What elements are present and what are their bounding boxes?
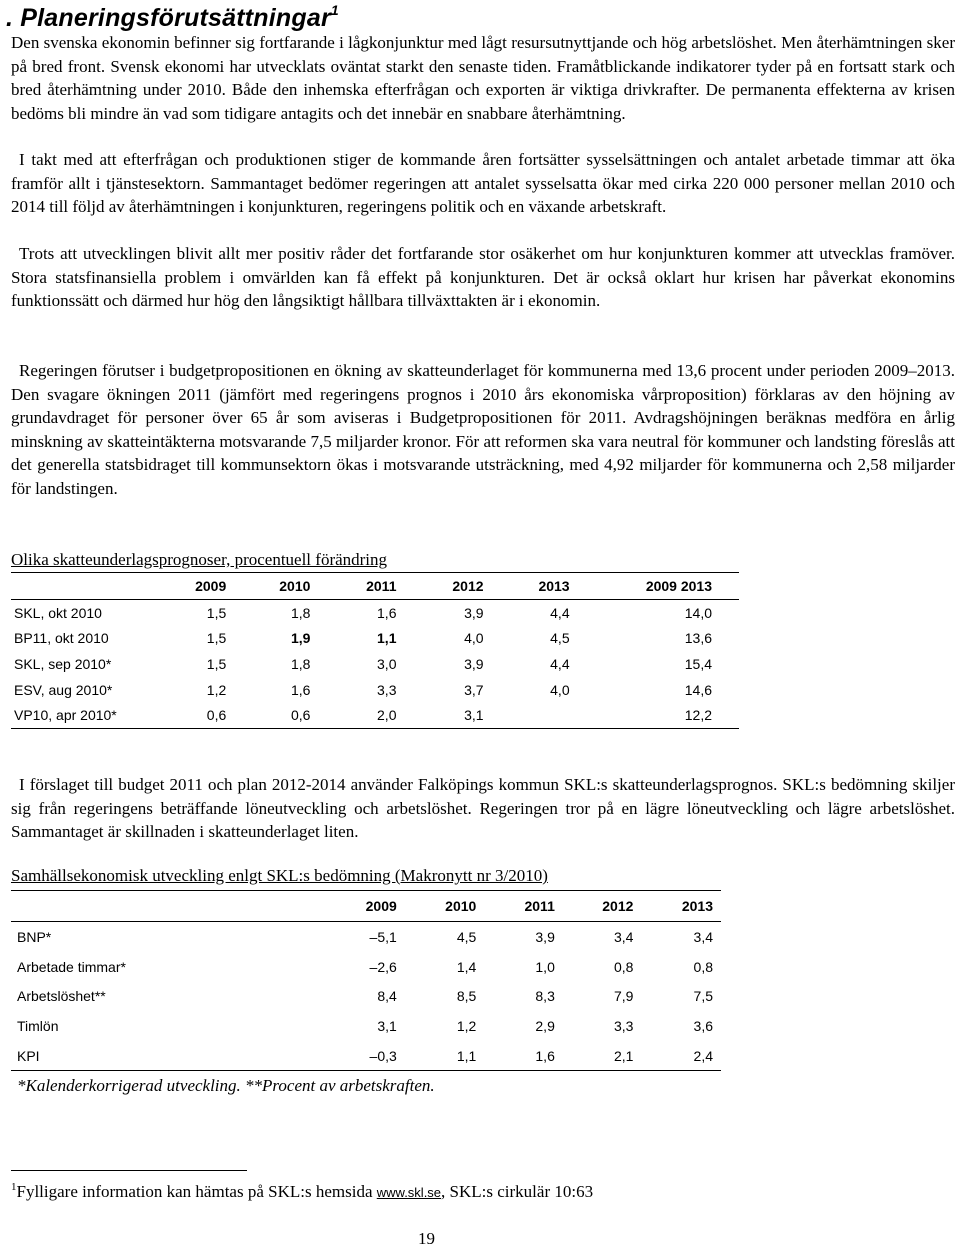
table1-row-label: SKL, okt 2010: [14, 604, 102, 621]
table1-cell: 0,6: [226, 702, 310, 728]
table1-cell: 4,5: [550, 630, 570, 647]
table1-cell: 3,1: [396, 702, 483, 728]
table2-row-label: Arbetslöshet**: [17, 988, 106, 1005]
section-heading: [6, 2, 339, 33]
table2-cell: 4,5: [456, 928, 477, 945]
table1-header-cell: 2009 2013: [570, 573, 739, 600]
paragraph-falkoping-text: I förslaget till budget 2011 och plan 2012-2014 använder Falköpings kommun SKL:s skatteunderlagsprognos. SKL:s bedömning skiljer sig från regeringens beträffande löneutveckling och arbetslöshet. Regeringen tror på en lägre löneutveckling och lägre arbetslöshet. Sammantaget är skillnaden i skatteunderlaget liten.: [11, 775, 955, 841]
table-row: [11, 1041, 721, 1071]
table1-cell: 3,3: [377, 681, 397, 698]
table2-row-label: Arbetade timmar*: [17, 958, 126, 975]
table2-cell: –2,6: [369, 958, 397, 975]
table1-cell: 2,0: [310, 702, 396, 728]
table1-cell: 4,4: [550, 655, 570, 672]
table-row: [11, 952, 721, 982]
table2-row-label: KPI: [11, 1041, 181, 1071]
table2-cell: 2,4: [633, 1041, 721, 1071]
table-row: [11, 1011, 721, 1041]
table-row: [11, 922, 721, 952]
table2-cell: 7,5: [693, 988, 713, 1005]
table2-cell: 1,1: [397, 1041, 477, 1071]
footnote: [11, 1181, 593, 1202]
table1-cell: 15,4: [684, 655, 712, 672]
table1-header-cell: 2013: [484, 573, 570, 600]
table2-cell: 8,4: [377, 988, 397, 1005]
page-number: 19: [418, 1229, 435, 1248]
table2-cell: 1,0: [535, 958, 555, 975]
paragraph-economy: Den svenska ekonomin befinner sig fortfarande i lågkonjunktur med lågt resursutnyttjande och hög arbetslöshet. Men återhämtningen sker på bred front. Svensk ekonomi har utvecklats oväntat starkt den senaste tiden. Framåtblickande indikatorer tyder på en fortsatt stark och bred återhämtning under 2010. Både den inhemska efterfrågan och exporten är viktiga drivkrafter. De permanenta effekterna av krisen bedöms bli mindre än vad som tidigare antagits och det innebär en snabbare återhämtning.: [11, 33, 955, 123]
table2-header-cell: 2010: [397, 891, 477, 922]
paragraph-employment-text: I takt med att efterfrågan och produktionen stiger de kommande åren fortsätter sysselsättningen och antalet arbetade timmar att öka framför allt i tjänstesektorn. Sammantaget bedömer regeringen att antalet sysselsatta ökar med cirka 220 000 personer mellan 2010 och 2014 till följd av återhämtningen i konjunkturen, regeringens politik och en växande arbetskraft.: [11, 150, 955, 216]
table-row: [11, 626, 739, 652]
table-row: [11, 677, 739, 703]
table1-cell: 1,5: [206, 630, 227, 647]
table1-cell: [484, 702, 570, 728]
table1-header-cell: 2011: [310, 573, 396, 600]
table1-cell: 4,0: [550, 681, 570, 698]
table1-cell: 0,6: [177, 702, 226, 728]
table2-cell: –0,3: [181, 1041, 396, 1071]
table-row: [11, 702, 739, 728]
table2-cell: 3,3: [613, 1017, 634, 1034]
table-row: [11, 981, 721, 1011]
table2-cell: 8,3: [535, 988, 555, 1005]
table2-cell: 3,6: [693, 1017, 713, 1034]
footnote-text: Fylligare information kan hämtas på SKL:s hemsida: [16, 1182, 373, 1201]
table1-cell: 3,9: [464, 604, 484, 621]
tax-base-forecast-table: [11, 572, 739, 729]
table2-note: *Kalenderkorrigerad utveckling. **Procent av arbetskraften.: [17, 1076, 435, 1095]
table1-cell: 1,8: [290, 655, 311, 672]
table1-caption: Olika skatteunderlagsprognoser, procentuell förändring: [11, 550, 388, 569]
table2-header-cell: 2009: [181, 891, 396, 922]
table-row: [11, 600, 739, 626]
table1-cell: 1,6: [377, 604, 397, 621]
table2-cell: 2,9: [535, 1017, 555, 1034]
table1-cell: 1,5: [206, 604, 227, 621]
table1-header-cell: 2009: [177, 573, 226, 600]
paragraph-uncertainty: [11, 242, 955, 313]
heading-text: . Planeringsförutsättningar: [6, 4, 331, 32]
table1-cell: 1,8: [290, 604, 311, 621]
table1-header-row: [11, 573, 739, 600]
table2-cell: 1,6: [476, 1041, 555, 1071]
table1-row-label: SKL, sep 2010*: [14, 655, 112, 672]
table1-cell: 1,2: [206, 681, 227, 698]
table2-cell: 2,1: [555, 1041, 634, 1071]
table2-header-row: [11, 891, 721, 922]
table2-cell: 0,8: [613, 958, 634, 975]
table2-cell: 1,4: [456, 958, 477, 975]
table1-header-cell: 2010: [226, 573, 310, 600]
paragraph-employment: [11, 148, 955, 219]
table2-caption: Samhällsekonomisk utveckling enlgt SKL:s bedömning (Makronytt nr 3/2010): [11, 866, 548, 885]
table1-cell: 12,2: [570, 702, 739, 728]
table2-cell: 8,5: [456, 988, 477, 1005]
table1-cell: 13,6: [684, 630, 712, 647]
table2-cell: 7,9: [613, 988, 634, 1005]
table-row: [11, 651, 739, 677]
table1-cell: 14,6: [684, 681, 712, 698]
table2-cell: 3,4: [613, 928, 634, 945]
footnote-divider: [11, 1170, 247, 1171]
table1-row-label: VP10, apr 2010*: [11, 702, 177, 728]
footnote-tail: , SKL:s cirkulär 10:63: [441, 1182, 594, 1201]
table2-cell: 0,8: [693, 958, 713, 975]
macro-economy-table: [11, 890, 721, 1071]
table2-cell: 3,9: [535, 928, 555, 945]
paragraph-uncertainty-text: Trots att utvecklingen blivit allt mer positiv råder det fortfarande stor osäkerhet om hur konjunkturen kommer att utvecklas framöver. Stora statsfinansiella problem i omvärlden kan få effekt på konjunkturen. Det är också oklart hur krisen har påverkat ekonomins funktionssätt och därmed hur hög den långsiktigt hållbara tillväxttakten är i ekonomin.: [11, 244, 955, 310]
table2-header-cell: [11, 891, 181, 922]
table1-header-cell: [11, 573, 177, 600]
table2-cell: 1,2: [456, 1017, 477, 1034]
table2-header-cell: 2011: [476, 891, 555, 922]
table1-cell: 14,0: [684, 604, 712, 621]
table1-cell: 1,9: [290, 630, 311, 647]
table2-cell: 3,1: [377, 1017, 397, 1034]
heading-footnote-ref[interactable]: 1: [330, 2, 339, 18]
table1-row-label: BP11, okt 2010: [14, 630, 109, 647]
table1-cell: 1,6: [290, 681, 311, 698]
table2-row-label: BNP*: [17, 928, 52, 945]
table1-cell: 3,9: [464, 655, 484, 672]
paragraph-falkoping: [11, 773, 955, 844]
footnote-number: 1: [11, 1181, 17, 1193]
table1-row-label: ESV, aug 2010*: [14, 681, 113, 698]
table1-cell: 3,7: [464, 681, 484, 698]
table2-cell: –5,1: [369, 928, 397, 945]
table1-cell: 3,0: [377, 655, 397, 672]
table1-cell: 1,1: [377, 630, 397, 647]
table2-header-cell: 2012: [555, 891, 634, 922]
paragraph-tax-base-text: Regeringen förutser i budgetpropositionen en ökning av skatteunderlaget för kommunerna med 13,6 procent under perioden 2009–2013. Den svagare ökningen 2011 (jämfört med regeringens prognos i 2010 års ekonomiska vårproposition) förklaras av den höjning av grundavdraget för personer över 65 år som aviseras i Budgetpropositionen för 2011. Avdragshöjningen beräknas medföra en årlig minskning av skatteintäkterna motsvarande 7,5 miljarder kronor. För att reformen ska vara neutral för kommuner och landsting föreslås att det generella statsbidraget till kommunsektorn ökas i motsvarande utsträckning, med 4,92 miljarder för kommunerna och 2,58 miljarder för landstingen.: [11, 361, 955, 498]
table1-cell: 1,5: [206, 655, 227, 672]
table2-header-cell: 2013: [633, 891, 721, 922]
skl-website-link[interactable]: www.skl.se: [376, 1185, 442, 1200]
paragraph-tax-base: [11, 359, 955, 500]
table2-cell: 3,4: [693, 928, 713, 945]
table1-header-cell: 2012: [396, 573, 483, 600]
table1-cell: 4,0: [464, 630, 484, 647]
table2-row-label: Timlön: [17, 1017, 59, 1034]
table1-cell: 4,4: [550, 604, 570, 621]
